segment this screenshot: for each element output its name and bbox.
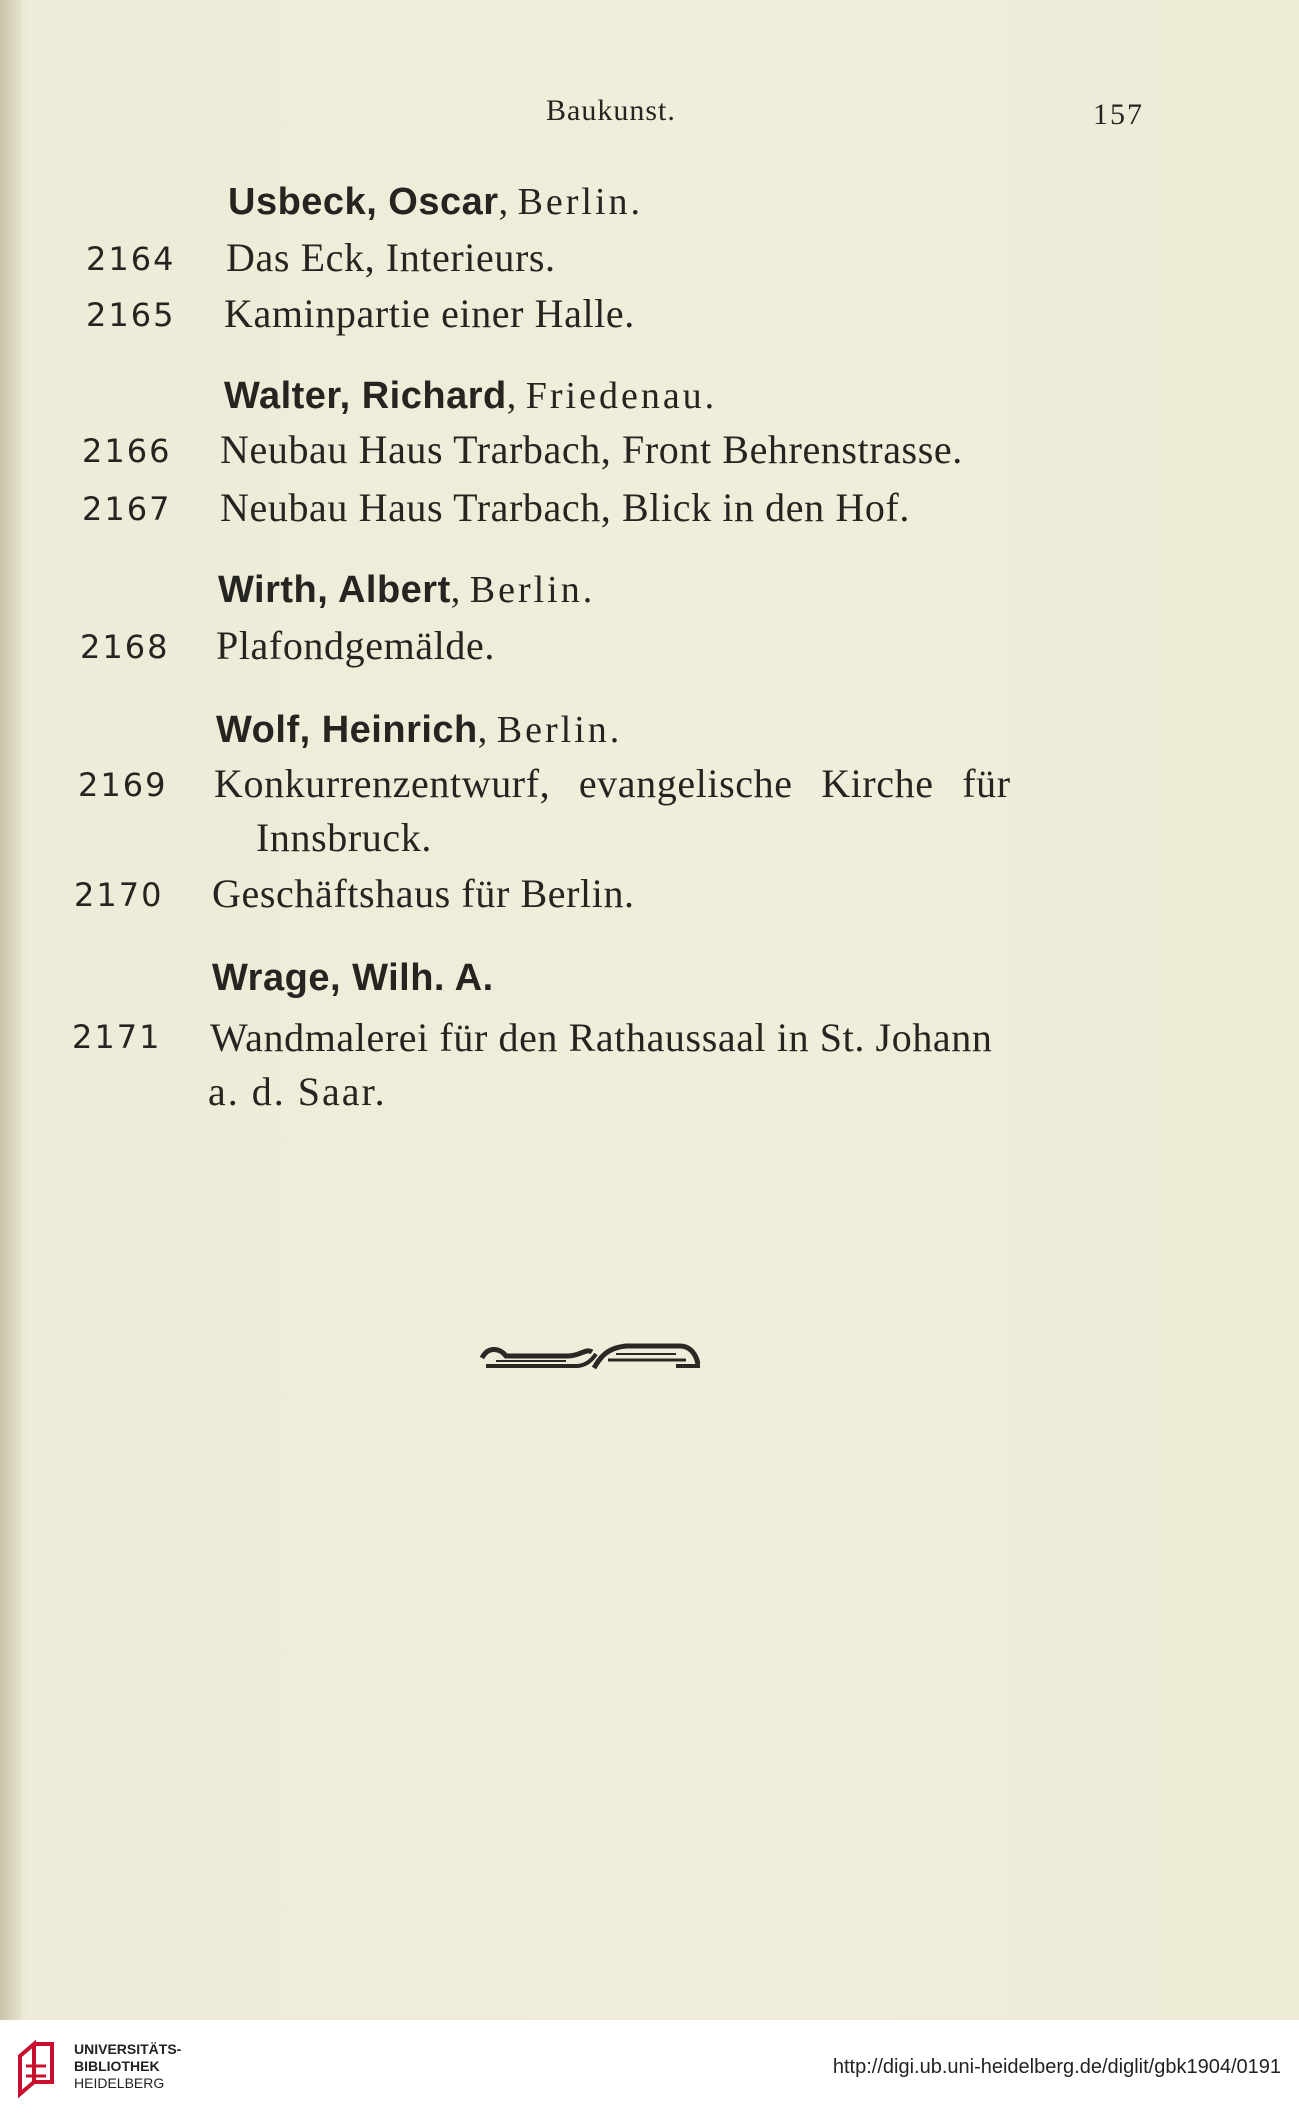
artist-heading: Walter, Richard, Friedenau.: [224, 375, 718, 417]
artist-name: Wolf, Heinrich: [216, 709, 478, 751]
catalogue-number: 2171: [72, 1018, 162, 1056]
catalogue-number: 2170: [74, 876, 164, 914]
catalogue-number: 2164: [86, 240, 176, 278]
catalogue-number: 2168: [80, 628, 170, 666]
work-title: Neubau Haus Trarbach, Front Behrenstrasse.: [220, 427, 963, 472]
end-ornament: [476, 1338, 706, 1374]
artist-heading: Wolf, Heinrich, Berlin.: [216, 709, 623, 751]
artist-name: Usbeck, Oscar: [228, 181, 499, 223]
digitization-footer: [0, 2020, 1299, 2113]
work-title: Kaminpartie einer Halle.: [224, 291, 635, 336]
work-title-continued: Innsbruck.: [256, 815, 432, 860]
artist-place: Friedenau.: [525, 375, 718, 417]
catalogue-number: 2169: [78, 766, 168, 804]
page-number: 157: [1093, 98, 1144, 131]
artist-heading: Wirth, Albert, Berlin.: [218, 569, 596, 611]
section-title: Baukunst.: [546, 94, 676, 127]
artist-place: Berlin.: [496, 709, 623, 751]
library-name: [74, 2041, 181, 2092]
catalogue-number: 2167: [82, 490, 172, 528]
artist-name: Wirth, Albert: [218, 569, 451, 611]
work-title: Neubau Haus Trarbach, Blick in den Hof.: [220, 485, 910, 530]
library-name-line: HEIDELBERG: [74, 2075, 165, 2091]
artist-place: Berlin.: [517, 181, 644, 223]
library-name-line: UNIVERSITÄTS-: [74, 2041, 182, 2057]
work-title: Konkurrenzentwurf, evangelische Kirche für: [214, 761, 1011, 806]
work-title: Geschäftshaus für Berlin.: [212, 871, 635, 916]
artist-heading: Usbeck, Oscar, Berlin.: [228, 181, 644, 223]
catalogue-number: 2166: [82, 432, 172, 470]
library-name-line: BIBLIOTHEK: [74, 2058, 160, 2074]
artist-name: Walter, Richard: [224, 375, 507, 417]
work-title-continued: a. d. Saar.: [208, 1069, 387, 1114]
work-title: Wandmalerei für den Rathaussaal in St. Johann: [210, 1015, 993, 1060]
artist-name: Wrage, Wilh. A.: [212, 957, 494, 999]
catalogue-number: 2165: [86, 296, 176, 334]
artist-heading: [212, 956, 494, 1000]
work-title: Das Eck, Interieurs.: [226, 235, 556, 280]
source-url-link[interactable]: http://digi.ub.uni-heidelberg.de/diglit/gbk1904/0191: [832, 2056, 1281, 2078]
work-title: Plafondgemälde.: [216, 623, 495, 668]
library-logo-icon: [12, 2036, 64, 2100]
artist-place: Berlin.: [469, 569, 596, 611]
